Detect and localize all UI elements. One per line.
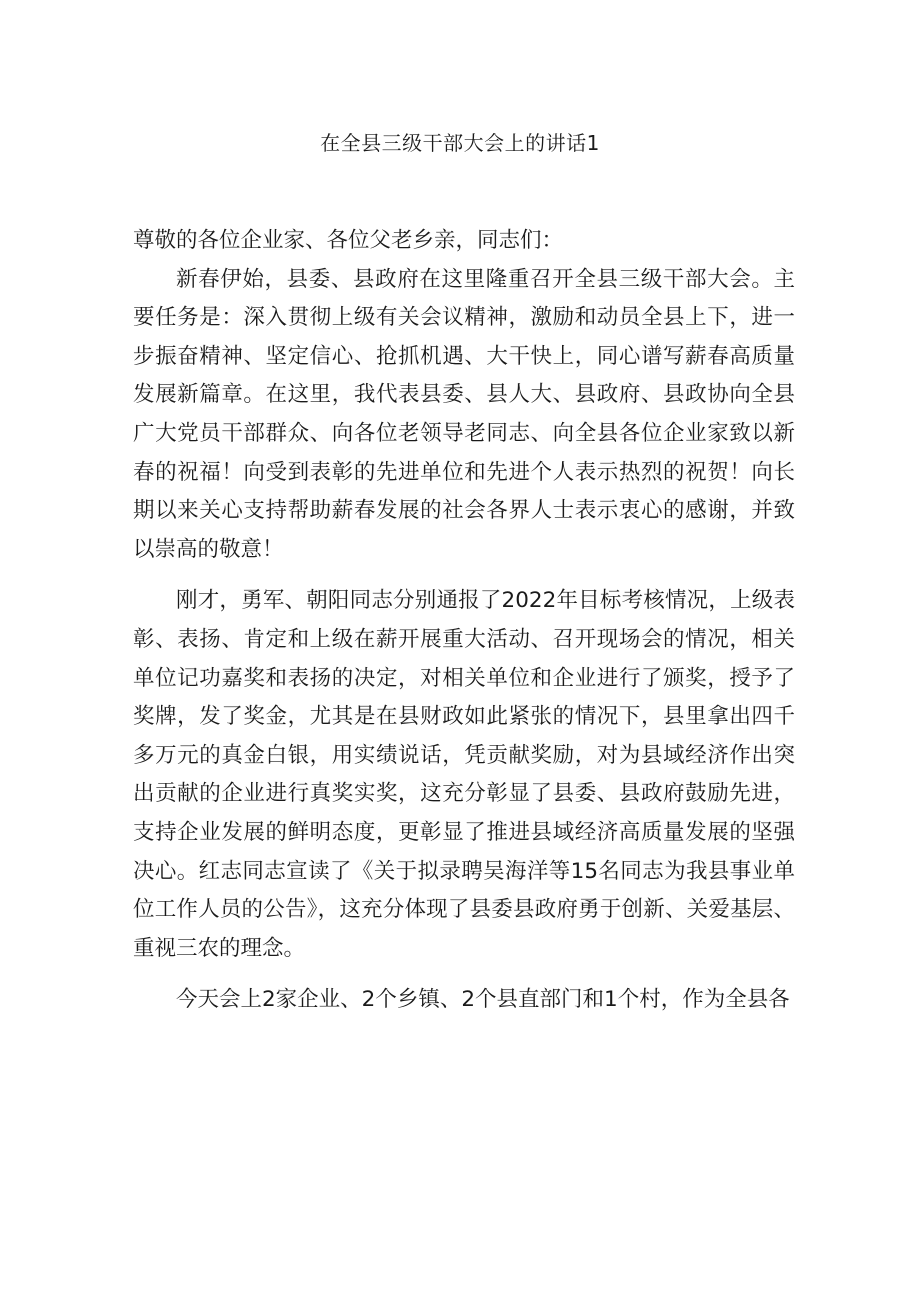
paragraph-commendation: 刚才，勇军、朝阳同志分别通报了2022年目标考核情况，上级表彰、表扬、肯定和上级在薪开展重大活动、召开现场会的情况，相关单位记功嘉奖和表扬的决定，对相关单位和企业进行了颁奖，授予了奖牌，发了奖金，尤其是在县财政如此紧张的情况下，县里拿出四千多万元的真金白银，用实绩说话，凭贡献奖励，对为县域经济作出突出贡献的企业进行真奖实奖，这充分彰显了县委、县政府鼓励先进，支持企业发展的鲜明态度，更彰显了推进县域经济高质量发展的坚强决心。红志同志宣读了《关于拟录聘吴海洋等15名同志为我县事业单位工作人员的公告》，这充分体现了县委县政府勇于创新、关爱基层、重视三农的理念。 xyxy=(133,588,795,961)
document-title: 在全县三级干部大会上的讲话1 xyxy=(320,131,600,155)
paragraph-exchange: 今天会上2家企业、2个乡镇、2个县直部门和1个村，作为全县各 xyxy=(176,987,790,1013)
paragraph-opening: 新春伊始，县委、县政府在这里隆重召开全县三级干部大会。主要任务是：深入贯彻上级有关会议精神，激励和动员全县上下，进一步振奋精神、坚定信心、抢抓机遇、大干快上，同心谱写薪春高质量发展新篇章。在这里，我代表县委、县人大、县政府、县政协向全县广大党员干部群众、向各位老领导老同志、向全县各位企业家致以新春的祝福！向受到表彰的先进单位和先进个人表示热烈的祝贺！向长期以来关心支持帮助薪春发展的社会各界人士表示衷心的感谢，并致以崇高的敬意！ xyxy=(133,266,795,562)
salutation: 尊敬的各位企业家、各位父老乡亲，同志们： xyxy=(133,228,564,253)
document-body xyxy=(133,222,795,1020)
